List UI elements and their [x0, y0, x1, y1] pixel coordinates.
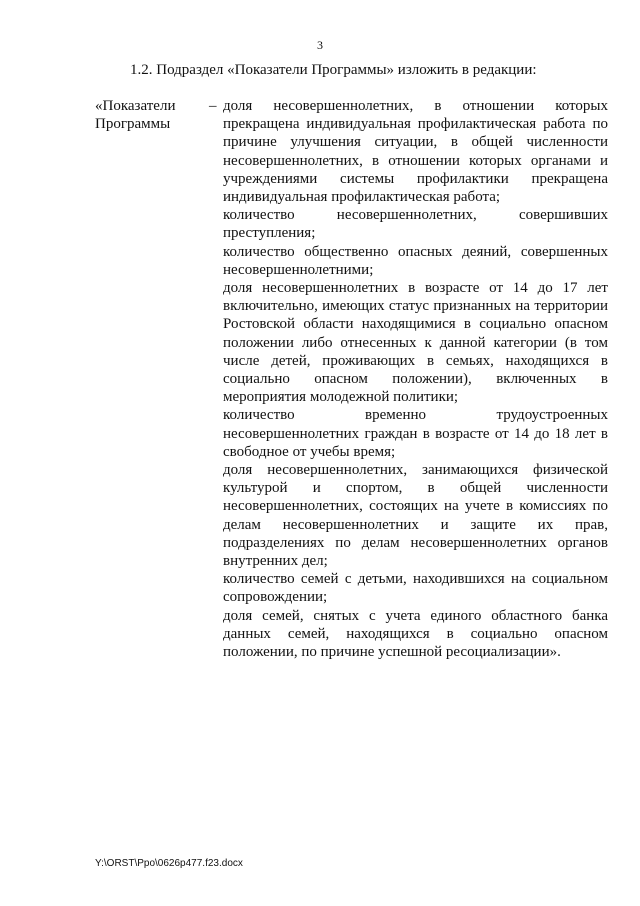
file-path-footer: Y:\ORST\Ppo\0626p477.f23.docx [95, 858, 243, 869]
page-number: 3 [317, 38, 323, 52]
indicator-item: количество семей с детьми, находившихся на социальном сопровождении; [223, 571, 608, 606]
indicator-item: количество общественно опасных деяний, совершенных несовершеннолетними; [223, 243, 608, 278]
section-intro: 1.2. Подраздел «Показатели Программы» изложить в редакции: [130, 62, 537, 78]
indicators-label [95, 97, 205, 133]
indicator-item: доля семей, снятых с учета единого областного банка данных семей, находящихся в социально опасном положении, по причине успешной ресоциализации». [223, 607, 608, 661]
indicator-item: доля несовершеннолетних, занимающихся физической культурой и спортом, в общей численности несовершеннолетних, состоящих на учете в комиссиях по делам несовершеннолетних и защите их прав, подразделениях по делам несовершеннолетних органов внутренних дел; [223, 462, 608, 570]
label-dash: – [209, 98, 217, 114]
indicator-item: доля несовершеннолетних в возрасте от 14 до 17 лет включительно, имеющих статус признанных на территории Ростовской области находящимися в социально опасном положении либо отнесенных к данной категории (в том числе детей, проживающих в семьях, находящихся в социально опасном положении), включенных в мероприятия молодежной политики; [223, 280, 608, 406]
indicator-item: доля несовершеннолетних, в отношении которых прекращена индивидуальная профилактическая работа по причине улучшения ситуации, в общей численности несовершеннолетних, в отношении которых органами и учреждениями системы профилактики прекращена индивидуальная профилактическая работа; [223, 98, 608, 206]
label-line: Программы [95, 116, 171, 133]
indicator-item: количество несовершеннолетних, совершивших преступления; [223, 207, 608, 242]
label-line: «Показатели [95, 98, 176, 114]
indicator-item: количество временно трудоустроенных несовершеннолетних граждан в возрасте от 14 до 18 лет в свободное от учебы время; [223, 407, 608, 460]
indicators-list [223, 97, 608, 661]
